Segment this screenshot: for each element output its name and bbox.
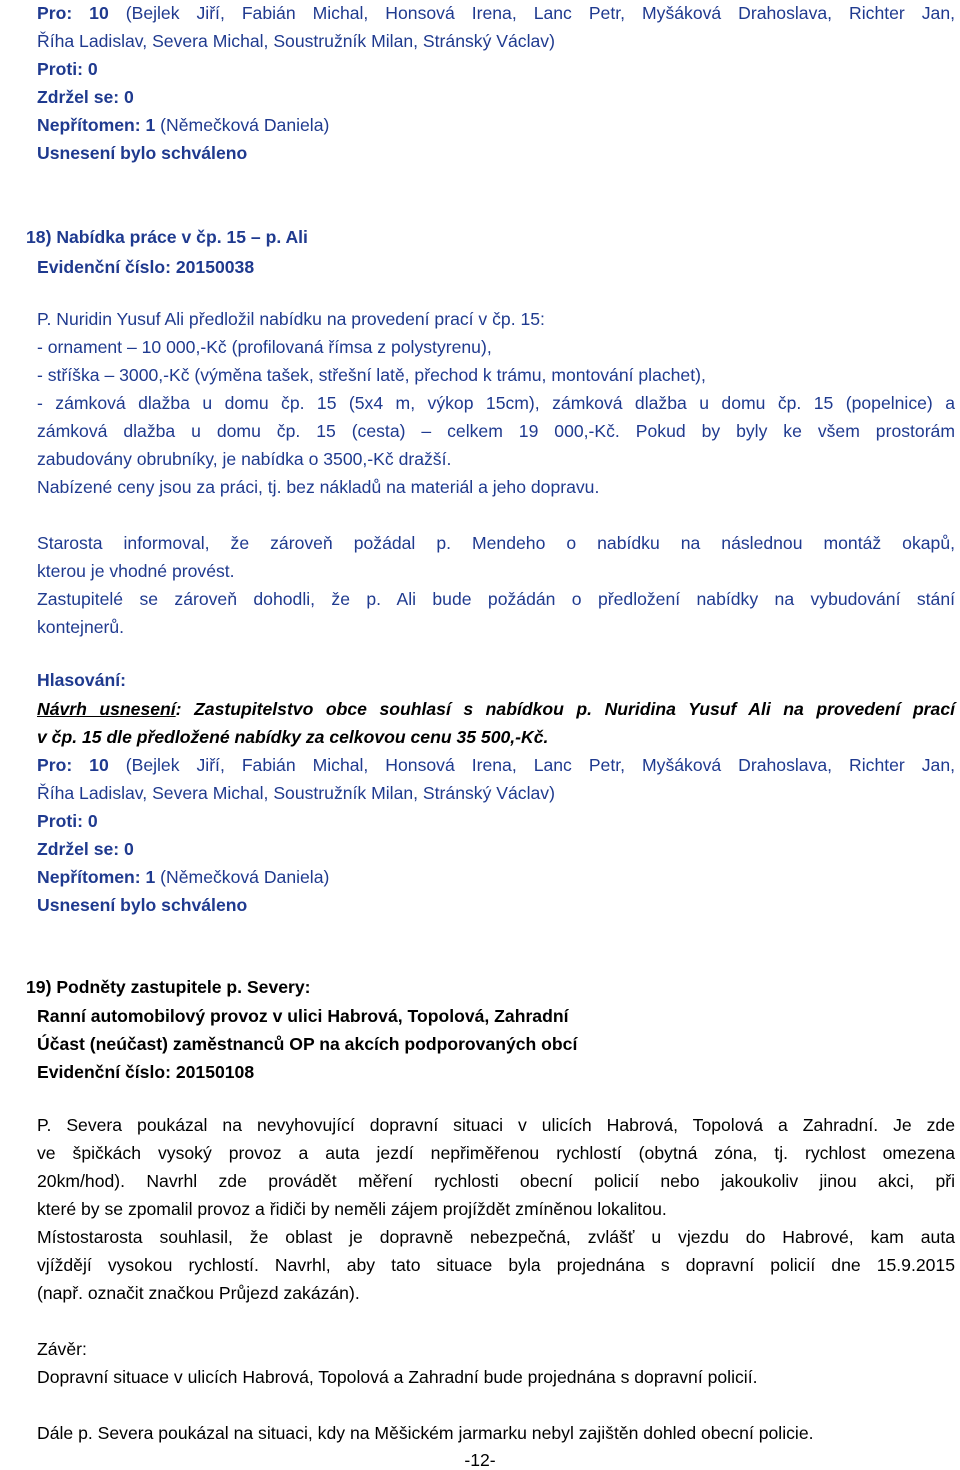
vote2-nepritomen-label: Nepřítomen: 1 [37, 867, 156, 887]
item18-starosta-1: kterou je vhodné provést. [37, 561, 235, 581]
vote2-zdrzel: Zdržel se: 0 [37, 839, 134, 859]
vote2-pro-line [37, 755, 955, 775]
vote2-pro-names: (Bejlek Jiří, Fabián Michal, Honsová Irena, Lanc Petr, Myšáková Drahoslava, Richter Jan, [108, 755, 955, 775]
item18-line-4: zámková dlažba u domu čp. 15 (cesta) – celkem 19 000,-Kč. Pokud by byly ke všem prostorám [37, 421, 955, 441]
vote1-result: Usnesení bylo schváleno [37, 143, 248, 163]
item19-zaver-label: Závěr: [37, 1339, 87, 1359]
vote1-nepritomen-label: Nepřítomen: 1 [37, 115, 156, 135]
vote2-nepritomen-names: (Němečková Daniela) [155, 867, 330, 887]
item18-starosta-2: Zastupitelé se zároveň dohodli, že p. Ali bude požádán o předložení nabídky na vybudování stání [37, 589, 955, 609]
navrh-label: Návrh usnesení [37, 699, 176, 719]
item18-navrh-line-1 [37, 699, 955, 719]
item18-navrh-line-2: v čp. 15 dle předložené nabídky za celkovou cenu 35 500,-Kč. [37, 727, 549, 747]
item19-para-0: P. Severa poukázal na nevyhovující dopravní situaci v ulicích Habrová, Topolová a Zahradní. Je zde [37, 1115, 955, 1135]
page-number: -12- [464, 1450, 496, 1470]
item19-para-4: Místostarosta souhlasil, že oblast je dopravně nebezpečná, zvlášť u vjezdu do Habrové, kam auta [37, 1227, 955, 1247]
item18-line-0: P. Nuridin Yusuf Ali předložil nabídku na provedení prací v čp. 15: [37, 309, 545, 329]
item19-subheading-2: Účast (neúčast) zaměstnanců OP na akcích podporovaných obcí [37, 1034, 578, 1054]
item19-para-2: 20km/hod). Navrhl zde provádět měření rychlosti obecní policií nebo jakoukoliv jinou akci, při [37, 1171, 955, 1191]
item18-evidencni-cislo: Evidenční číslo: 20150038 [37, 257, 255, 277]
item19-heading: 19) Podněty zastupitele p. Severy: [26, 977, 311, 997]
vote2-pro-names-cont: Říha Ladislav, Severa Michal, Soustružník Milan, Stránský Václav) [37, 783, 555, 803]
navrh-text-1: : Zastupitelstvo obce souhlasí s nabídkou p. Nuridina Yusuf Ali na provedení prací [175, 699, 955, 719]
vote1-proti: Proti: 0 [37, 59, 98, 79]
vote2-result: Usnesení bylo schváleno [37, 895, 248, 915]
item19-para-1: ve špičkách vysoký provoz a auta jezdí nepřiměřenou rychlostí (obytná zóna, tj. rychlost omezena [37, 1143, 955, 1163]
vote1-nepritomen [37, 115, 329, 135]
item18-line-3: - zámková dlažba u domu čp. 15 (5x4 m, výkop 15cm), zámková dlažba u domu čp. 15 (popelnice) a [37, 393, 955, 413]
vote2-proti: Proti: 0 [37, 811, 98, 831]
item19-evidencni-cislo: Evidenční číslo: 20150108 [37, 1062, 255, 1082]
item19-subheading-1: Ranní automobilový provoz v ulici Habrová, Topolová, Zahradní [37, 1006, 569, 1026]
vote1-zdrzel: Zdržel se: 0 [37, 87, 134, 107]
vote1-pro-names-cont: Říha Ladislav, Severa Michal, Soustružník Milan, Stránský Václav) [37, 31, 555, 51]
vote2-nepritomen [37, 867, 329, 887]
vote1-pro-label: Pro: 10 [37, 3, 109, 23]
item19-zaver-text: Dopravní situace v ulicích Habrová, Topolová a Zahradní bude projednána s dopravní policií. [37, 1367, 758, 1387]
vote2-pro-label: Pro: 10 [37, 755, 109, 775]
item19-para-6: (např. označit značkou Průjezd zakázán). [37, 1283, 360, 1303]
vote1-pro-line [37, 3, 955, 23]
item19-para-3: které by se zpomalil provoz a řidiči by neměli zájem projíždět zmíněnou lokalitou. [37, 1199, 667, 1219]
item19-para-5: vjíždějí vysokou rychlostí. Navrhl, aby tato situace byla projednána s dopravní policií dne 15.9.2015 [37, 1255, 955, 1275]
item18-line-2: - stříška – 3000,-Kč (výměna tašek, střešní latě, přechod k trámu, montování plachet), [37, 365, 706, 385]
item18-hlasovani: Hlasování: [37, 670, 126, 690]
item18-starosta-0: Starosta informoval, že zároveň požádal p. Mendeho o nabídku na následnou montáž okapů, [37, 533, 955, 553]
vote1-nepritomen-names: (Němečková Daniela) [155, 115, 330, 135]
item18-line-1: - ornament – 10 000,-Kč (profilovaná římsa z polystyrenu), [37, 337, 492, 357]
item18-starosta-3: kontejnerů. [37, 617, 125, 637]
item18-heading: 18) Nabídka práce v čp. 15 – p. Ali [26, 227, 308, 247]
vote1-pro-names: (Bejlek Jiří, Fabián Michal, Honsová Irena, Lanc Petr, Myšáková Drahoslava, Richter Jan, [108, 3, 955, 23]
item19-dale: Dále p. Severa poukázal na situaci, kdy na Měšickém jarmarku nebyl zajištěn dohled obecní policie. [37, 1423, 814, 1443]
item18-line-5: zabudovány obrubníky, je nabídka o 3500,-Kč dražší. [37, 449, 452, 469]
item18-line-6: Nabízené ceny jsou za práci, tj. bez nákladů na materiál a jeho dopravu. [37, 477, 600, 497]
